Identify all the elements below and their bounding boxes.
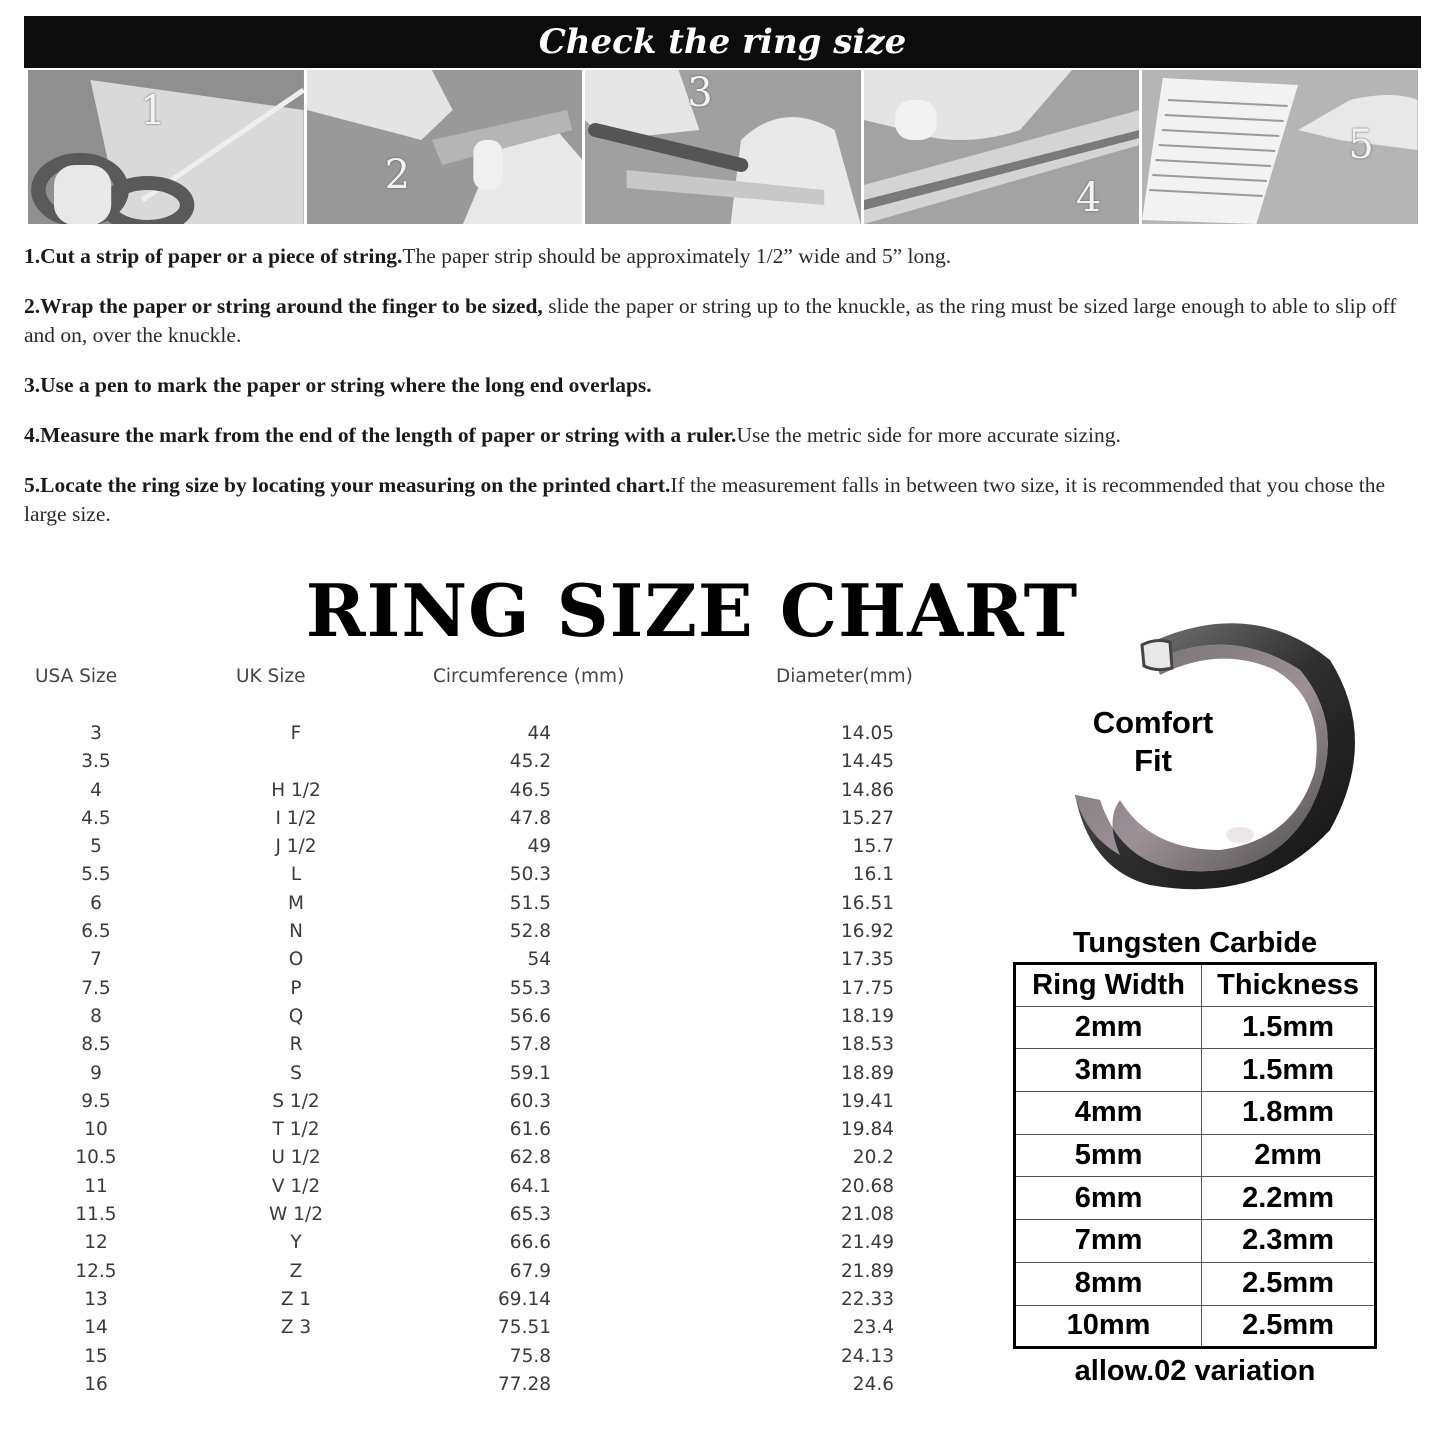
table-row [0, 861, 1000, 889]
step-panel-5 [1142, 70, 1418, 224]
column-header-circumference: Circumference (mm) [433, 666, 625, 687]
diameter-cell: 19.84 [841, 1119, 894, 1141]
uk-size-cell: Z 3 [280, 1317, 312, 1339]
instruction-list [24, 242, 1419, 550]
usa-size-cell: 16 [84, 1373, 108, 1395]
table-row [0, 1003, 1000, 1031]
circumference-cell: 56.6 [509, 1005, 551, 1027]
thickness-cell: 1.8mm [1202, 1092, 1376, 1135]
instruction-item [24, 371, 1419, 400]
diameter-cell: 14.45 [841, 751, 894, 773]
table-row [1015, 1177, 1376, 1220]
header-thickness: Thickness [1202, 964, 1376, 1007]
uk-size-cell: J 1/2 [275, 836, 317, 858]
uk-size-cell: Q [288, 1005, 304, 1027]
ring-width-cell: 8mm [1015, 1262, 1202, 1305]
column-header-uk: UK Size [236, 666, 306, 687]
header-ring-width: Ring Width [1015, 964, 1202, 1007]
tungsten-carbide-table [1013, 920, 1377, 1389]
uk-size-cell: R [289, 1034, 303, 1056]
usa-size-cell: 13 [84, 1288, 108, 1310]
instruction-lead: 5.Locate the ring size by locating your measuring on the printed chart. [24, 473, 671, 497]
circumference-cell: 77.28 [498, 1373, 551, 1395]
circumference-cell: 57.8 [509, 1034, 551, 1056]
table-row [1015, 1220, 1376, 1263]
circumference-cell: 45.2 [509, 751, 551, 773]
step-panel-4 [864, 70, 1140, 224]
thickness-cell: 2.2mm [1202, 1177, 1376, 1220]
uk-size-cell: T 1/2 [272, 1119, 320, 1141]
table-header-row [1015, 964, 1376, 1007]
instruction-item [24, 421, 1419, 450]
instruction-steps [28, 70, 1418, 224]
usa-size-cell: 7 [90, 949, 102, 971]
comfort-fit-label [1072, 704, 1234, 780]
usa-size-cell: 15 [84, 1345, 108, 1367]
diameter-cell: 21.08 [841, 1204, 894, 1226]
width-thickness-table [1013, 962, 1377, 1349]
ring-width-cell: 10mm [1015, 1305, 1202, 1348]
table-row [0, 1201, 1000, 1229]
circumference-cell: 55.3 [509, 977, 551, 999]
header-title: Check the ring size [538, 22, 907, 62]
printed-size-chart-icon [1142, 70, 1418, 224]
step-panel-3 [585, 70, 861, 224]
diameter-cell: 18.53 [841, 1034, 894, 1056]
table-row [0, 890, 1000, 918]
table-row [0, 748, 1000, 776]
ring-width-cell: 3mm [1015, 1049, 1202, 1092]
instruction-lead: 1.Cut a strip of paper or a piece of string. [24, 244, 403, 268]
thickness-cell: 1.5mm [1202, 1049, 1376, 1092]
diameter-cell: 14.05 [841, 723, 894, 744]
usa-size-cell: 8.5 [81, 1034, 111, 1056]
size-chart-header [0, 666, 1000, 692]
table-row [0, 1343, 1000, 1371]
circumference-cell: 46.5 [509, 779, 551, 801]
diameter-cell: 16.1 [852, 864, 894, 886]
comfort-label-line: Fit [1134, 743, 1172, 778]
uk-size-cell: I 1/2 [275, 807, 317, 829]
table-row [1015, 1134, 1376, 1177]
uk-size-cell: W 1/2 [269, 1204, 323, 1226]
diameter-cell: 21.89 [841, 1260, 894, 1282]
table-row [0, 1314, 1000, 1342]
ring-width-cell: 4mm [1015, 1092, 1202, 1135]
usa-size-cell: 7.5 [81, 977, 111, 999]
instruction-lead: 4.Measure the mark from the end of the length of paper or string with a ruler. [24, 423, 737, 447]
circumference-cell: 65.3 [509, 1204, 551, 1226]
tungsten-title: Tungsten Carbide [1072, 927, 1318, 959]
uk-size-cell: M [288, 892, 304, 914]
column-header-diameter: Diameter(mm) [776, 666, 913, 687]
uk-size-cell: L [290, 864, 302, 886]
step-number: 5 [1348, 122, 1374, 168]
circumference-cell: 64.1 [509, 1175, 551, 1197]
scissors-cutting-paper-icon [28, 70, 304, 224]
usa-size-cell: 5.5 [81, 864, 111, 886]
table-row [1015, 1262, 1376, 1305]
diameter-cell: 16.92 [841, 921, 894, 943]
circumference-cell: 60.3 [509, 1090, 551, 1112]
step-number: 2 [384, 152, 411, 198]
diameter-cell: 20.2 [852, 1147, 894, 1169]
circumference-cell: 66.6 [509, 1232, 551, 1254]
usa-size-cell: 11.5 [75, 1204, 117, 1226]
instruction-detail: The paper strip should be approximately 1/2” wide and 5” long. [402, 244, 952, 268]
instruction-lead: 3.Use a pen to mark the paper or string where the long end overlaps. [24, 373, 652, 397]
uk-size-cell: P [290, 977, 302, 999]
diameter-cell: 15.27 [841, 807, 894, 829]
ring-size-chart-title: RING SIZE CHART [305, 568, 1079, 653]
pen-marking-paper-icon [585, 70, 861, 224]
table-row [0, 1060, 1000, 1088]
table-row [0, 1031, 1000, 1059]
header-banner [24, 16, 1421, 68]
ring-width-cell: 6mm [1015, 1177, 1202, 1220]
circumference-cell: 54 [527, 949, 551, 971]
table-row [1015, 1006, 1376, 1049]
thickness-cell: 2.5mm [1202, 1262, 1376, 1305]
usa-size-cell: 4 [90, 779, 102, 801]
usa-size-cell: 9.5 [81, 1090, 111, 1112]
diameter-cell: 24.13 [841, 1345, 894, 1367]
table-row [0, 918, 1000, 946]
diameter-cell: 23.4 [852, 1317, 894, 1339]
usa-size-cell: 3.5 [81, 751, 111, 773]
circumference-cell: 67.9 [509, 1260, 551, 1282]
column-header-usa: USA Size [35, 666, 118, 687]
instruction-detail: If the measurement falls in between two size, it is recommended that you chose the large size. [24, 473, 1386, 526]
uk-size-cell: Z 1 [280, 1288, 312, 1310]
instruction-item [24, 292, 1419, 350]
usa-size-cell: 14 [84, 1317, 108, 1339]
circumference-cell: 75.51 [498, 1317, 551, 1339]
circumference-cell: 51.5 [509, 892, 551, 914]
thickness-cell: 2.3mm [1202, 1220, 1376, 1263]
usa-size-cell: 9 [90, 1062, 102, 1084]
uk-size-cell: U 1/2 [271, 1147, 321, 1169]
table-row [0, 1144, 1000, 1172]
table-row [0, 975, 1000, 1003]
paper-wrapped-finger-icon [307, 70, 583, 224]
usa-size-cell: 12 [84, 1232, 108, 1254]
circumference-cell: 52.8 [509, 921, 551, 943]
table-row [0, 777, 1000, 805]
table-row [0, 1229, 1000, 1257]
table-row [0, 1286, 1000, 1314]
circumference-cell: 44 [527, 723, 551, 744]
table-row [0, 1116, 1000, 1144]
comfort-label-line: Comfort [1092, 705, 1214, 740]
step-number: 1 [140, 88, 166, 134]
instruction-lead: 2.Wrap the paper or string around the finger to be sized, [24, 294, 543, 318]
usa-size-cell: 10 [84, 1119, 108, 1141]
thickness-cell: 1.5mm [1202, 1006, 1376, 1049]
diameter-cell: 17.35 [841, 949, 894, 971]
diameter-cell: 16.51 [841, 892, 894, 914]
instruction-detail: slide the paper or string up to the knuckle, as the ring must be sized large enough to able to slip off and on, over the knuckle. [24, 294, 1397, 347]
table-row [1015, 1049, 1376, 1092]
table-row [0, 1258, 1000, 1286]
usa-size-cell: 6 [90, 892, 102, 914]
step-panel-2 [307, 70, 583, 224]
diameter-cell: 18.89 [841, 1062, 894, 1084]
uk-size-cell: O [288, 949, 304, 971]
table-row [0, 1088, 1000, 1116]
circumference-cell: 61.6 [509, 1119, 551, 1141]
ring-width-cell: 7mm [1015, 1220, 1202, 1263]
uk-size-cell: N [289, 921, 303, 943]
circumference-cell: 75.8 [509, 1345, 551, 1367]
uk-size-cell: F [290, 723, 302, 744]
usa-size-cell: 11 [84, 1175, 108, 1197]
diameter-cell: 15.7 [852, 836, 894, 858]
instruction-item [24, 471, 1419, 529]
step-number: 4 [1075, 175, 1102, 221]
table-row [0, 1371, 1000, 1399]
step-number: 3 [687, 70, 713, 116]
circumference-cell: 49 [527, 836, 551, 858]
circumference-cell: 69.14 [498, 1288, 551, 1310]
diameter-cell: 18.19 [841, 1005, 894, 1027]
table-row [0, 833, 1000, 861]
table-row [0, 805, 1000, 833]
diameter-cell: 24.6 [852, 1373, 894, 1395]
thickness-cell: 2.5mm [1202, 1305, 1376, 1348]
uk-size-cell: Y [290, 1232, 302, 1254]
instruction-item [24, 242, 1419, 271]
diameter-cell: 17.75 [841, 977, 894, 999]
table-row [0, 720, 1000, 748]
table-row [0, 946, 1000, 974]
table-row [0, 1173, 1000, 1201]
circumference-cell: 50.3 [509, 864, 551, 886]
instruction-detail: Use the metric side for more accurate sizing. [736, 423, 1121, 447]
ring-width-cell: 5mm [1015, 1134, 1202, 1177]
diameter-cell: 22.33 [841, 1288, 894, 1310]
usa-size-cell: 12.5 [75, 1260, 117, 1282]
diameter-cell: 19.41 [841, 1090, 894, 1112]
uk-size-cell: V 1/2 [271, 1175, 321, 1197]
step-panel-1 [28, 70, 304, 224]
usa-size-cell: 4.5 [81, 807, 111, 829]
diameter-cell: 14.86 [841, 779, 894, 801]
size-chart-rows [0, 720, 1000, 1399]
circumference-cell: 62.8 [509, 1147, 551, 1169]
circumference-cell: 59.1 [509, 1062, 551, 1084]
uk-size-cell: Z [289, 1260, 303, 1282]
table-row [1015, 1092, 1376, 1135]
usa-size-cell: 8 [90, 1005, 102, 1027]
diameter-cell: 20.68 [841, 1175, 894, 1197]
usa-size-cell: 6.5 [81, 921, 111, 943]
uk-size-cell: S 1/2 [272, 1090, 320, 1112]
variation-note: allow.02 variation [1074, 1355, 1316, 1388]
usa-size-cell: 5 [90, 836, 102, 858]
uk-size-cell: H 1/2 [271, 779, 321, 801]
ring-width-cell: 2mm [1015, 1006, 1202, 1049]
thickness-cell: 2mm [1202, 1134, 1376, 1177]
usa-size-cell: 10.5 [75, 1147, 117, 1169]
table-row [1015, 1305, 1376, 1348]
circumference-cell: 47.8 [509, 807, 551, 829]
usa-size-cell: 3 [90, 723, 102, 744]
uk-size-cell: S [290, 1062, 302, 1084]
diameter-cell: 21.49 [841, 1232, 894, 1254]
